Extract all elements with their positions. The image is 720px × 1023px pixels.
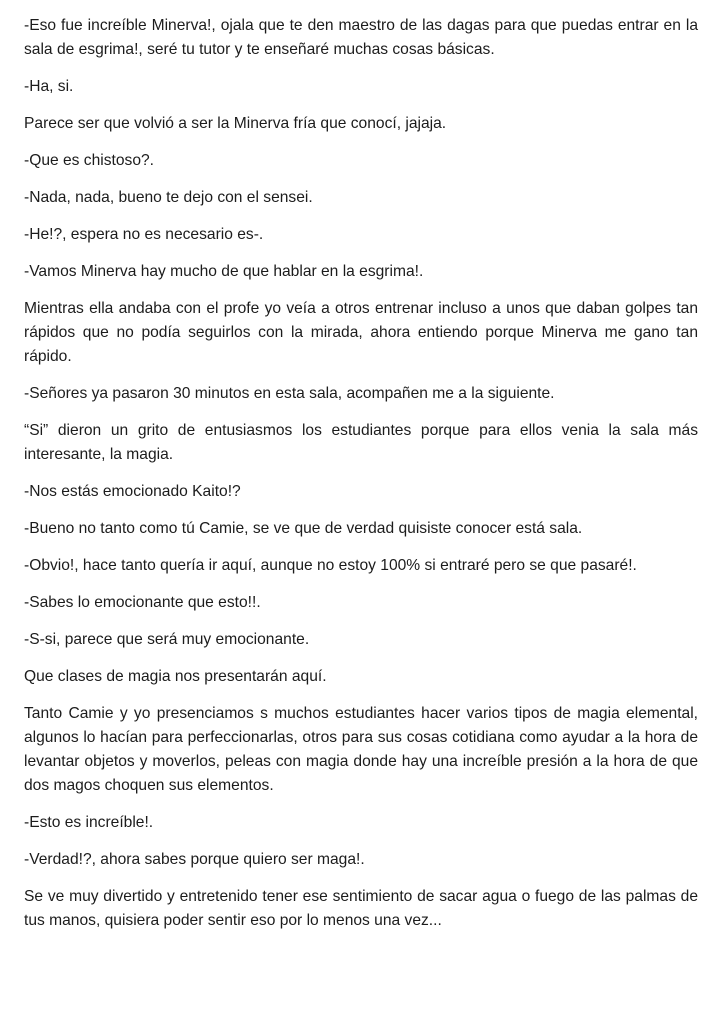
paragraph-3: Parece ser que volvió a ser la Minerva fría que conocí, jajaja.: [24, 115, 447, 132]
paragraph-20: Se ve muy divertido y entretenido tener ese sentimiento de sacar agua o fuego de las palmas de tus manos, quisiera poder sentir eso por lo menos una vez...: [24, 888, 698, 929]
paragraph-1: -Eso fue increíble Minerva!, ojala que te den maestro de las dagas para que puedas entrar en la sala de esgrima!, seré tu tutor y te enseñaré muchas cosas básicas.: [24, 17, 698, 58]
paragraph-11: -Nos estás emocionado Kaito!?: [24, 483, 241, 500]
paragraph-5: -Nada, nada, bueno te dejo con el sensei.: [24, 189, 313, 206]
paragraph-6: -He!?, espera no es necesario es-.: [24, 226, 264, 243]
paragraph-8: Mientras ella andaba con el profe yo veía a otros entrenar incluso a unos que daban golpes tan rápidos que no podía seguirlos con la mirada, ahora entiendo porque Minerva me gano tan rápido.: [24, 300, 698, 365]
paragraph-18: -Esto es increíble!.: [24, 814, 154, 831]
paragraph-19: -Verdad!?, ahora sabes porque quiero ser maga!.: [24, 851, 365, 868]
paragraph-16: Que clases de magia nos presentarán aquí.: [24, 668, 327, 685]
paragraph-4: -Que es chistoso?.: [24, 152, 155, 169]
paragraph-13: -Obvio!, hace tanto quería ir aquí, aunque no estoy 100% si entraré pero se que pasaré!.: [24, 557, 637, 574]
paragraph-14: -Sabes lo emocionante que esto!!.: [24, 594, 261, 611]
paragraph-10: “Si” dieron un grito de entusiasmos los estudiantes porque para ellos venia la sala más interesante, la magia.: [24, 422, 698, 463]
paragraph-2: -Ha, si.: [24, 78, 74, 95]
paragraph-15: -S-si, parece que será muy emocionante.: [24, 631, 310, 648]
paragraph-12: -Bueno no tanto como tú Camie, se ve que de verdad quisiste conocer está sala.: [24, 520, 583, 537]
paragraph-7: -Vamos Minerva hay mucho de que hablar en la esgrima!.: [24, 263, 424, 280]
paragraph-17: Tanto Camie y yo presenciamos s muchos estudiantes hacer varios tipos de magia elemental, algunos lo hacían para perfeccionarlas, otros para sus cosas cotidiana como ayudar a la hora de levantar objetos y moverlos, peleas con magia donde hay una increíble presión a la hora de que dos magos choquen sus elementos.: [24, 705, 698, 794]
paragraph-9: -Señores ya pasaron 30 minutos en esta sala, acompañen me a la siguiente.: [24, 385, 555, 402]
